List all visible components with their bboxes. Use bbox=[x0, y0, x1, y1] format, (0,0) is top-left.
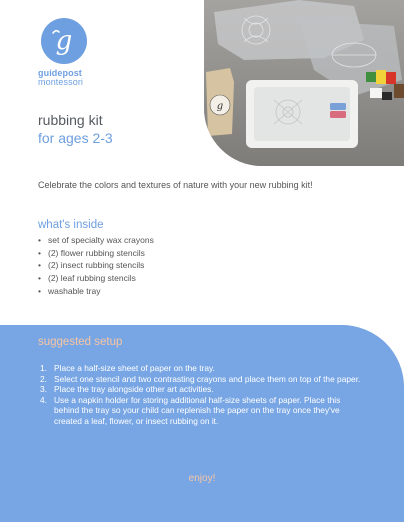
crayon-red bbox=[386, 72, 396, 84]
list-item: • set of specialty wax crayons bbox=[38, 234, 154, 247]
crayon-green bbox=[366, 72, 376, 82]
monogram-icon bbox=[41, 18, 87, 64]
crayon-white bbox=[370, 88, 382, 98]
setup-step: 4. Use a napkin holder for storing additional half-size sheets of paper. Place this behind the tray so your child can replenish the paper on the tray once they've created a leaf, flower, or insect rubbing on it. bbox=[40, 394, 341, 426]
crayon-yellow bbox=[376, 70, 386, 84]
setup-step-text: Use a napkin holder for storing additional half-size sheets of paper. Place this behind the tray so your child can replenish the paper on the tray once they've created a leaf, flower, or insect rubbing on it. bbox=[54, 394, 341, 426]
brand-subtitle: montessori bbox=[38, 77, 84, 87]
logo-badge bbox=[41, 18, 87, 64]
setup-step-text: Place a half-size sheet of paper on the tray. bbox=[54, 363, 215, 373]
setup-step: 2. Select one stencil and two contrasting crayons and place them on top of the paper. bbox=[40, 373, 361, 384]
setup-step-text: Select one stencil and two contrasting crayons and place them on top of the paper. bbox=[54, 373, 361, 384]
setup-steps bbox=[40, 363, 362, 427]
crayon-black bbox=[382, 92, 392, 100]
whats-inside-heading: what's inside bbox=[38, 219, 104, 231]
suggested-setup-heading: suggested setup bbox=[38, 336, 123, 348]
kit-photo bbox=[204, 0, 404, 166]
page-title: rubbing kit bbox=[38, 112, 103, 128]
suggested-setup-panel bbox=[0, 325, 404, 522]
age-range: for ages 2-3 bbox=[38, 130, 113, 146]
setup-step: 1. Place a half-size sheet of paper on the tray. bbox=[40, 363, 215, 373]
closing-text: enjoy! bbox=[188, 473, 216, 484]
list-item: • (2) leaf rubbing stencils bbox=[38, 272, 154, 285]
setup-step: 3. Place the tray alongside other art activities. bbox=[40, 384, 214, 395]
brand-name: guidepost bbox=[38, 68, 82, 78]
list-item: • washable tray bbox=[38, 285, 154, 298]
seal-letter: g bbox=[216, 101, 224, 112]
monogram-letter: g bbox=[55, 26, 73, 56]
setup-step-text: Place the tray alongside other art activities. bbox=[54, 384, 214, 395]
list-item: • (2) flower rubbing stencils bbox=[38, 247, 154, 260]
kit-photo-illustration bbox=[204, 0, 404, 166]
crayon-brown bbox=[394, 84, 404, 98]
crayon-blue bbox=[330, 103, 346, 110]
crayon-pink bbox=[330, 111, 346, 118]
list-item: • (2) insect rubbing stencils bbox=[38, 259, 154, 272]
whats-inside-list bbox=[38, 234, 154, 298]
brand-logo bbox=[38, 18, 108, 87]
intro-text: Celebrate the colors and textures of nature with your new rubbing kit! bbox=[38, 180, 313, 190]
